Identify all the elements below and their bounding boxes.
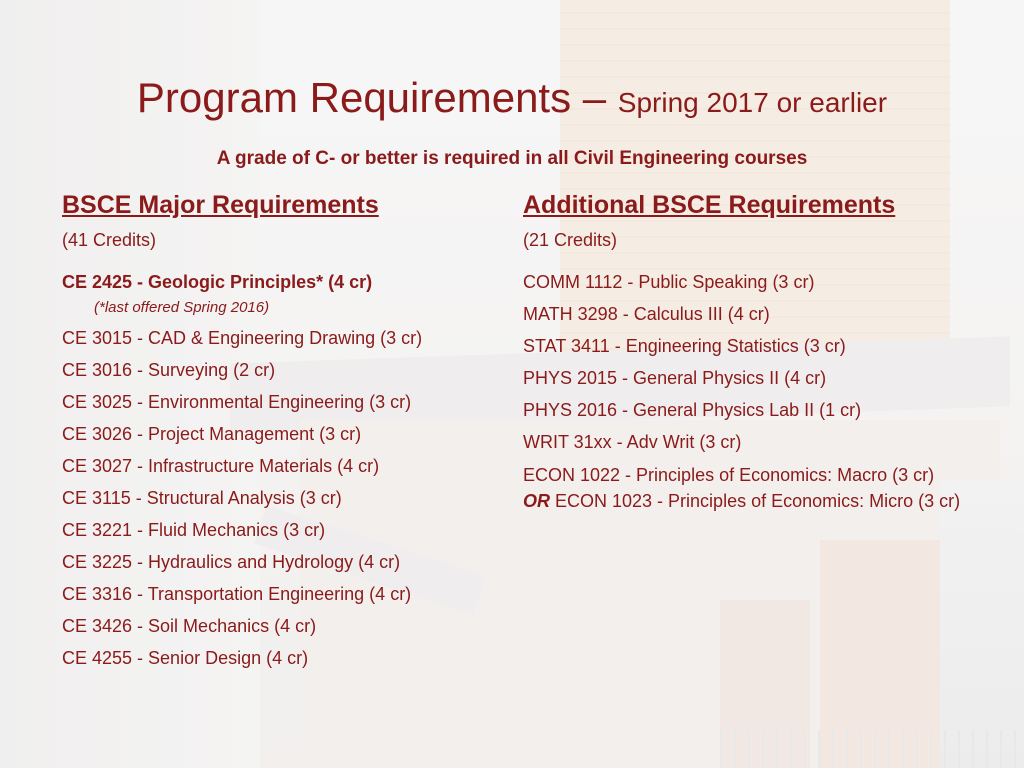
additional-course-list: [523, 270, 963, 514]
course-item: CE 3027 - Infrastructure Materials (4 cr): [62, 456, 380, 476]
course-item: PHYS 2015 - General Physics II (4 cr): [523, 368, 827, 388]
course-item: PHYS 2016 - General Physics Lab II (1 cr): [523, 400, 862, 420]
additional-requirements-heading: Additional BSCE Requirements: [523, 191, 896, 219]
additional-requirements-column: [523, 188, 963, 522]
course-item: MATH 3298 - Calculus III (4 cr): [523, 304, 770, 324]
major-requirements-column: [62, 188, 482, 678]
course-item-featured: CE 2425 - Geologic Principles* (4 cr): [62, 272, 373, 292]
major-credits: (41 Credits): [62, 230, 157, 250]
course-item: CE 3025 - Environmental Engineering (3 cr): [62, 392, 412, 412]
course-item: CE 3026 - Project Management (3 cr): [62, 424, 362, 444]
econ-or: OR: [523, 491, 550, 511]
course-item: CE 3015 - CAD & Engineering Drawing (3 cr): [62, 328, 423, 348]
course-item: CE 3426 - Soil Mechanics (4 cr): [62, 616, 317, 636]
major-course-list: [62, 270, 482, 670]
course-item: CE 3016 - Surveying (2 cr): [62, 360, 276, 380]
econ-option-b: ECON 1023 - Principles of Economics: Micro (3 cr): [550, 491, 961, 511]
course-item: COMM 1112 - Public Speaking (3 cr): [523, 272, 815, 292]
econ-option-a: ECON 1022 - Principles of Economics: Macro (3 cr): [523, 465, 935, 485]
course-item: CE 4255 - Senior Design (4 cr): [62, 648, 309, 668]
course-footnote: (*last offered Spring 2016): [94, 299, 270, 316]
course-item: CE 3221 - Fluid Mechanics (3 cr): [62, 520, 326, 540]
course-item: CE 3316 - Transportation Engineering (4 cr): [62, 584, 412, 604]
course-item: CE 3115 - Structural Analysis (3 cr): [62, 488, 342, 508]
major-requirements-heading: BSCE Major Requirements: [62, 191, 379, 219]
course-item-econ: [523, 462, 963, 514]
additional-credits: (21 Credits): [523, 230, 618, 250]
grade-note: A grade of C- or better is required in all Civil Engineering courses: [216, 148, 808, 169]
title-main: Program Requirements –: [136, 74, 618, 121]
title-sub: Spring 2017 or earlier: [617, 87, 888, 118]
course-item: STAT 3411 - Engineering Statistics (3 cr): [523, 336, 846, 356]
course-item: CE 3225 - Hydraulics and Hydrology (4 cr): [62, 552, 401, 572]
course-item: WRIT 31xx - Adv Writ (3 cr): [523, 432, 742, 452]
slide-title: [0, 72, 1024, 129]
